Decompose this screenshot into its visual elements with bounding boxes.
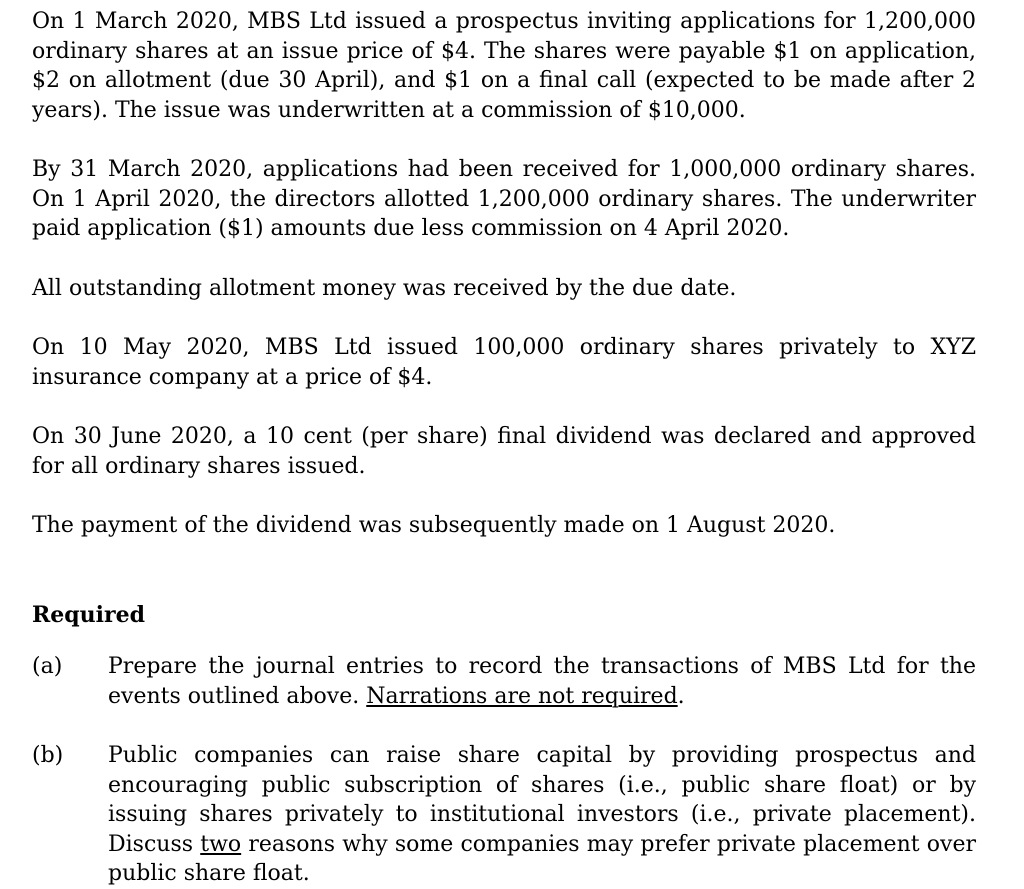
requirement-a-text-end: . bbox=[677, 683, 685, 709]
requirement-a-text-start: Prepare the journal entries to record the transactions of MBS Ltd for the events outlined above. bbox=[108, 654, 976, 709]
question-document bbox=[32, 7, 976, 889]
requirement-a-label: (a) bbox=[32, 654, 63, 679]
paragraph-allotment-money: All outstanding allotment money was received by the due date. bbox=[32, 275, 737, 301]
paragraph-prospectus: On 1 March 2020, MBS Ltd issued a prospectus inviting applications for 1,200,000 ordinary shares at an issue price of $4. The shares were payable $1 on application, $2 on allotment (due 30 April), and $1 on a final call (expected to be made after 2 years). The issue was underwritten at a commission of $10,000. bbox=[32, 9, 976, 123]
requirement-a bbox=[32, 652, 976, 711]
requirement-a-underlined: Narrations are not required bbox=[366, 683, 678, 709]
requirement-b-text bbox=[108, 741, 976, 889]
required-heading: Required bbox=[32, 601, 145, 628]
paragraph-dividend-declared: On 30 June 2020, a 10 cent (per share) final dividend was declared and approved for all ordinary shares issued. bbox=[32, 424, 976, 479]
requirement-b-label: (b) bbox=[32, 743, 64, 768]
paragraph-applications: By 31 March 2020, applications had been received for 1,000,000 ordinary shares. On 1 April 2020, the directors allotted 1,200,000 ordinary shares. The underwriter paid application ($1) amounts due less commission on 4 April 2020. bbox=[32, 157, 976, 241]
requirement-b-text-start: Public companies can raise share capital by providing prospectus and encouraging public subscription of shares (i.e., public share float) or by issuing shares privately to institutional investors (i.e., private placement). Discuss bbox=[108, 743, 976, 857]
paragraph-private-issue: On 10 May 2020, MBS Ltd issued 100,000 ordinary shares privately to XYZ insurance company at a price of $4. bbox=[32, 335, 976, 390]
requirement-b-underlined: two bbox=[200, 831, 242, 857]
paragraph-dividend-paid: The payment of the dividend was subsequently made on 1 August 2020. bbox=[32, 513, 836, 538]
requirement-a-text bbox=[108, 652, 976, 711]
requirement-b bbox=[32, 741, 976, 889]
requirement-b-text-end: reasons why some companies may prefer private placement over public share float. bbox=[108, 831, 976, 886]
